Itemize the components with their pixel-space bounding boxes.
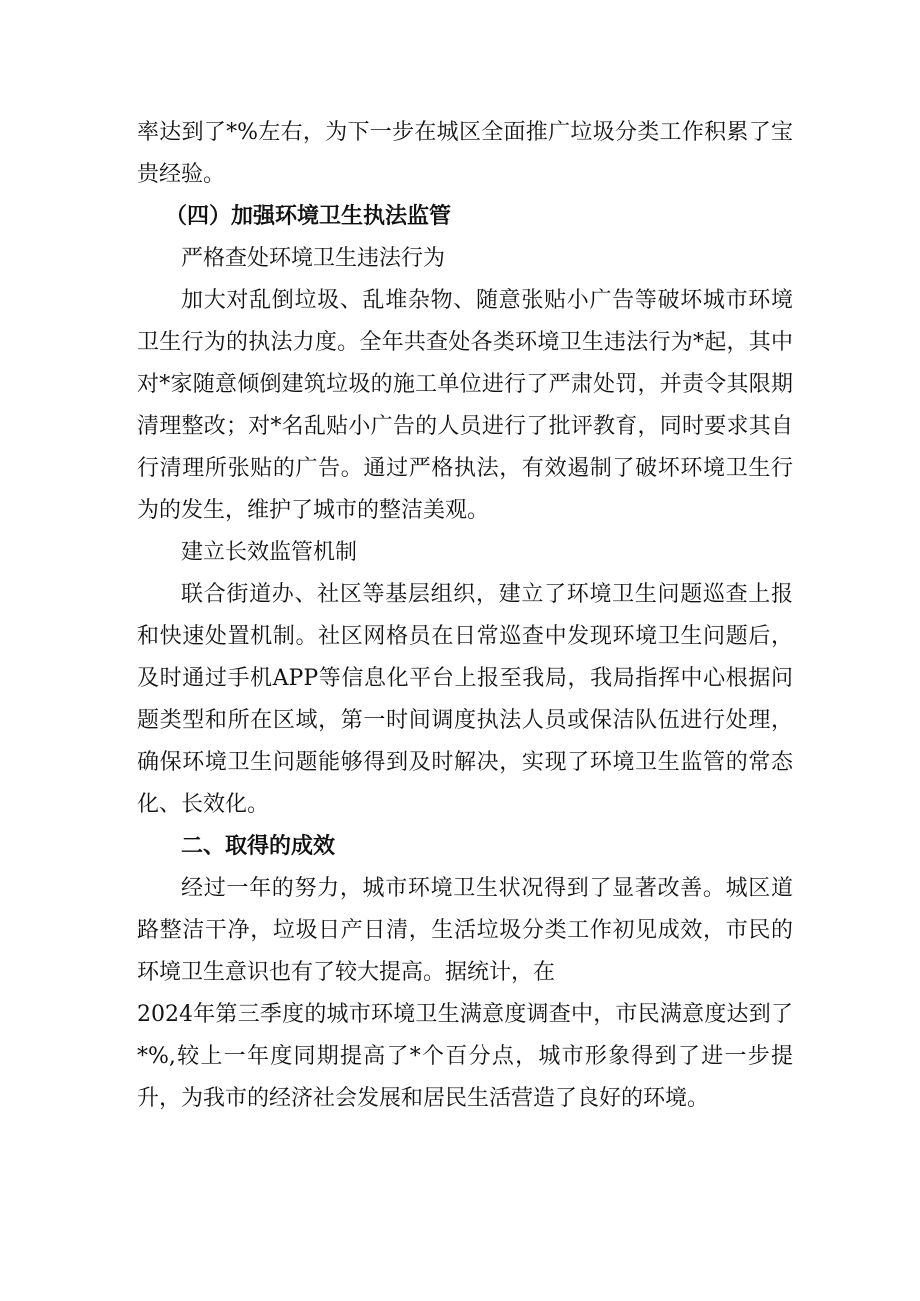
subtopic-title-enforcement: 严格查处环境卫生违法行为 bbox=[181, 246, 446, 271]
subsection-heading-4: （四）加强环境卫生执法监管 bbox=[165, 204, 452, 229]
section-heading-results: 二、取得的成效 bbox=[181, 834, 336, 859]
document-page bbox=[137, 112, 793, 1120]
paragraph-results-part-a: 经过一年的努力，城市环境卫生状况得到了显著改善。城区道路整洁干净，垃圾日产日清，生活垃圾分类工作初见成效，市民的环境卫生意识也有了较大提高。据统计，在 bbox=[137, 876, 793, 985]
paragraph-mechanism: 联合街道办、社区等基层组织，建立了环境卫生问题巡查上报和快速处置机制。社区网格员在日常巡查中发现环境卫生问题后，及时通过手机APP等信息化平台上报至我局，我局指挥中心根据问题类型和所在区域，第一时间调度执法人员或保洁队伍进行处理，确保环境卫生问题能够得到及时解决，实现了环境卫生监管的常态化、长效化。 bbox=[137, 582, 793, 817]
subtopic-title-mechanism: 建立长效监管机制 bbox=[181, 540, 358, 565]
paragraph-enforcement: 加大对乱倒垃圾、乱堆杂物、随意张贴小广告等破坏城市环境卫生行为的执法力度。全年共查处各类环境卫生违法行为*起，其中对*家随意倾倒建筑垃圾的施工单位进行了严肃处罚，并责令其限期清理整改；对*名乱贴小广告的人员进行了批评教育，同时要求其自行清理所张贴的广告。通过严格执法，有效遏制了破坏环境卫生行为的发生，维护了城市的整洁美观。 bbox=[137, 288, 793, 523]
paragraph-continuation: 率达到了*%左右，为下一步在城区全面推广垃圾分类工作积累了宝贵经验。 bbox=[137, 120, 793, 187]
paragraph-results-part-b: 2024年第三季度的城市环境卫生满意度调查中，市民满意度达到了*%,较上一年度同期提高了*个百分点，城市形象得到了进一步提升，为我市的经济社会发展和居民生活营造了良好的环境。 bbox=[137, 1002, 793, 1111]
